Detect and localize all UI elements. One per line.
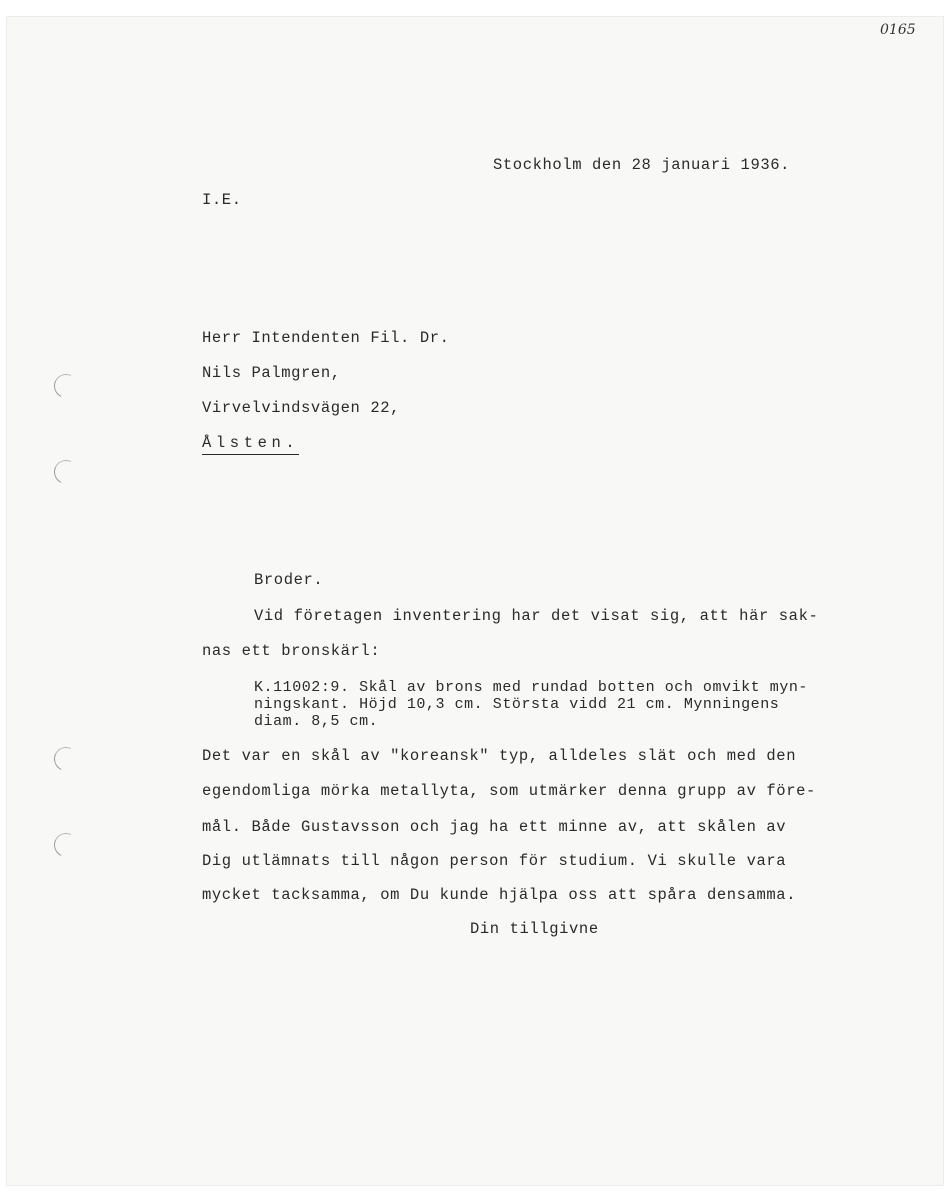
item-description-line: diam. 8,5 cm. bbox=[254, 713, 379, 730]
archive-number: 0165 bbox=[880, 22, 916, 38]
paragraph-2-line: mål. Både Gustavsson och jag ha ett minne av, att skålen av bbox=[202, 818, 787, 836]
paragraph-2-line: Det var en skål av "koreansk" typ, alldeles slät och med den bbox=[202, 747, 797, 765]
paragraph-1-line: nas ett bronskärl: bbox=[202, 642, 381, 660]
recipient-name: Nils Palmgren, bbox=[202, 364, 341, 382]
item-description-line: K.11002:9. Skål av brons med rundad botten och omvikt myn- bbox=[254, 679, 808, 696]
salutation: Broder. bbox=[254, 571, 324, 589]
paragraph-2-line: mycket tacksamma, om Du kunde hjälpa oss att spåra densamma. bbox=[202, 886, 797, 904]
paragraph-2-line: egendomliga mörka metallyta, som utmärker denna grupp av före- bbox=[202, 782, 816, 800]
item-description-line: ningskant. Höjd 10,3 cm. Största vidd 21 cm. Mynningens bbox=[254, 696, 780, 713]
recipient-street: Virvelvindsvägen 22, bbox=[202, 399, 401, 417]
sender-initials: I.E. bbox=[202, 191, 242, 209]
recipient-town: Ålsten. bbox=[202, 436, 299, 455]
letter-page bbox=[6, 16, 944, 1186]
paragraph-2-line: Dig utlämnats till någon person för studium. Vi skulle vara bbox=[202, 852, 787, 870]
date-line: Stockholm den 28 januari 1936. bbox=[493, 156, 791, 174]
closing: Din tillgivne bbox=[470, 920, 599, 938]
paragraph-1-line: Vid företagen inventering har det visat sig, att här sak- bbox=[254, 607, 819, 625]
recipient-title: Herr Intendenten Fil. Dr. bbox=[202, 329, 450, 347]
